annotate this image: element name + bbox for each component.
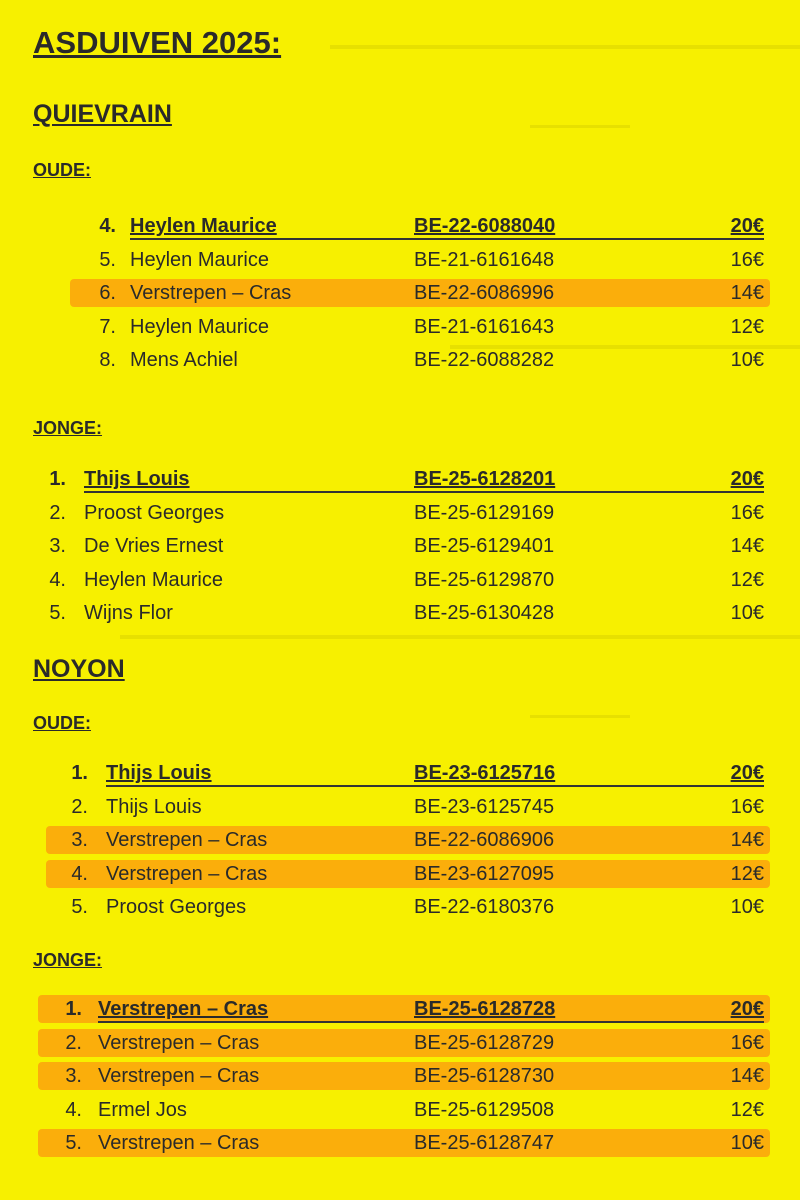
- fancier-name: Thijs Louis: [84, 468, 190, 490]
- result-row: [0, 825, 800, 855]
- category-label-oude: OUDE:: [33, 713, 91, 733]
- ring-number: BE-25-6128730: [414, 1065, 555, 1087]
- category-label-jonge: JONGE:: [33, 418, 103, 438]
- ring-number: BE-25-6128201: [414, 468, 556, 490]
- fancier-name: Proost Georges: [84, 501, 225, 524]
- result-row: [0, 312, 800, 342]
- prize-amount: 20€: [730, 998, 764, 1020]
- prize-amount: 20€: [730, 762, 764, 784]
- prize-amount: 10€: [730, 602, 764, 624]
- ring-number: BE-22-6088040: [414, 215, 556, 237]
- prize-amount: 12€: [730, 1098, 764, 1121]
- rank-number: 7.: [99, 315, 116, 338]
- ring-number: BE-23-6125745: [414, 795, 555, 818]
- result-row: [0, 994, 800, 1024]
- race-title-quievrain: QUIEVRAIN: [33, 100, 172, 128]
- prize-amount: 14€: [730, 535, 764, 557]
- ring-number: BE-25-6128729: [414, 1031, 555, 1054]
- prize-amount: 16€: [730, 501, 764, 524]
- ring-number: BE-22-6180376: [414, 896, 555, 918]
- ring-number: BE-25-6129169: [414, 501, 555, 524]
- result-row: [0, 1061, 800, 1091]
- winner-underline: [130, 238, 764, 240]
- result-row: [0, 211, 800, 241]
- rank-number: 8.: [99, 349, 116, 371]
- rank-number: 1.: [49, 468, 66, 490]
- rank-number: 5.: [71, 896, 88, 918]
- fancier-name: Wijns Flor: [84, 602, 173, 624]
- rank-number: 2.: [71, 795, 88, 818]
- ring-number: BE-21-6161643: [414, 315, 555, 338]
- ring-number: BE-25-6129870: [414, 568, 555, 591]
- fancier-name: Thijs Louis: [106, 762, 212, 784]
- rank-number: 1.: [65, 998, 82, 1020]
- result-row: [0, 278, 800, 308]
- result-row: [0, 345, 800, 375]
- fancier-name: Proost Georges: [106, 896, 247, 918]
- winner-underline: [106, 785, 764, 787]
- fancier-name: Heylen Maurice: [130, 248, 269, 271]
- ring-number: BE-22-6088282: [414, 349, 555, 371]
- fancier-name: Heylen Maurice: [84, 568, 223, 591]
- ring-number: BE-25-6130428: [414, 602, 555, 624]
- fancier-name: De Vries Ernest: [84, 535, 224, 557]
- prize-amount: 12€: [730, 315, 764, 338]
- prize-amount: 20€: [730, 215, 764, 237]
- prize-amount: 14€: [730, 1065, 764, 1087]
- prize-amount: 10€: [730, 349, 764, 371]
- rank-number: 1.: [71, 762, 88, 784]
- category-label-jonge: JONGE:: [33, 950, 103, 970]
- rank-number: 3.: [49, 535, 66, 557]
- result-row: [0, 531, 800, 561]
- result-row: [0, 792, 800, 822]
- ring-number: BE-21-6161648: [414, 248, 555, 271]
- result-row: [0, 1095, 800, 1125]
- prize-amount: 20€: [730, 468, 764, 490]
- result-row: [0, 892, 800, 922]
- rank-number: 3.: [65, 1065, 82, 1087]
- ring-number: BE-25-6129401: [414, 535, 555, 557]
- ring-number: BE-25-6128728: [414, 998, 556, 1020]
- winner-underline: [84, 491, 764, 493]
- rank-number: 5.: [49, 602, 66, 624]
- fancier-name: Heylen Maurice: [130, 215, 277, 237]
- rank-number: 6.: [99, 282, 116, 304]
- result-row: [0, 245, 800, 275]
- prize-amount: 12€: [730, 568, 764, 591]
- ring-number: BE-22-6086996: [414, 282, 555, 304]
- result-row: [0, 598, 800, 628]
- ring-number: BE-22-6086906: [414, 829, 555, 851]
- prize-amount: 14€: [730, 829, 764, 851]
- rank-number: 2.: [49, 501, 66, 524]
- fancier-name: Verstrepen – Cras: [98, 1031, 260, 1054]
- fancier-name: Verstrepen – Cras: [98, 998, 269, 1020]
- result-row: [0, 498, 800, 528]
- ring-number: BE-23-6125716: [414, 762, 556, 784]
- prize-amount: 12€: [730, 862, 764, 885]
- result-row: [0, 565, 800, 595]
- prize-amount: 16€: [730, 1031, 764, 1054]
- fancier-name: Verstrepen – Cras: [130, 282, 292, 304]
- winner-underline: [98, 1021, 764, 1023]
- result-row: [0, 859, 800, 889]
- result-row: [0, 464, 800, 494]
- rank-number: 5.: [99, 248, 116, 271]
- ring-number: BE-25-6128747: [414, 1132, 555, 1154]
- fancier-name: Ermel Jos: [98, 1098, 187, 1121]
- fancier-name: Verstrepen – Cras: [98, 1132, 260, 1154]
- fancier-name: Thijs Louis: [106, 795, 202, 818]
- race-title-noyon: NOYON: [33, 655, 125, 683]
- prize-amount: 16€: [730, 248, 764, 271]
- ring-number: BE-23-6127095: [414, 862, 555, 885]
- ring-number: BE-25-6129508: [414, 1098, 555, 1121]
- fancier-name: Mens Achiel: [130, 349, 238, 371]
- prize-amount: 16€: [730, 795, 764, 818]
- rank-number: 5.: [65, 1132, 82, 1154]
- result-row: [0, 1128, 800, 1158]
- rank-number: 4.: [65, 1098, 82, 1121]
- page-title: ASDUIVEN 2025:: [33, 25, 282, 60]
- fancier-name: Verstrepen – Cras: [106, 862, 268, 885]
- fancier-name: Verstrepen – Cras: [98, 1065, 260, 1087]
- rank-number: 4.: [49, 568, 66, 591]
- prize-amount: 14€: [730, 282, 764, 304]
- result-row: [0, 1028, 800, 1058]
- rank-number: 4.: [99, 215, 116, 237]
- rank-number: 4.: [71, 862, 88, 885]
- fancier-name: Heylen Maurice: [130, 315, 269, 338]
- result-row: [0, 758, 800, 788]
- prize-amount: 10€: [730, 1132, 764, 1154]
- prize-amount: 10€: [730, 896, 764, 918]
- category-label-oude: OUDE:: [33, 160, 91, 180]
- rank-number: 3.: [71, 829, 88, 851]
- fancier-name: Verstrepen – Cras: [106, 829, 268, 851]
- rank-number: 2.: [65, 1031, 82, 1054]
